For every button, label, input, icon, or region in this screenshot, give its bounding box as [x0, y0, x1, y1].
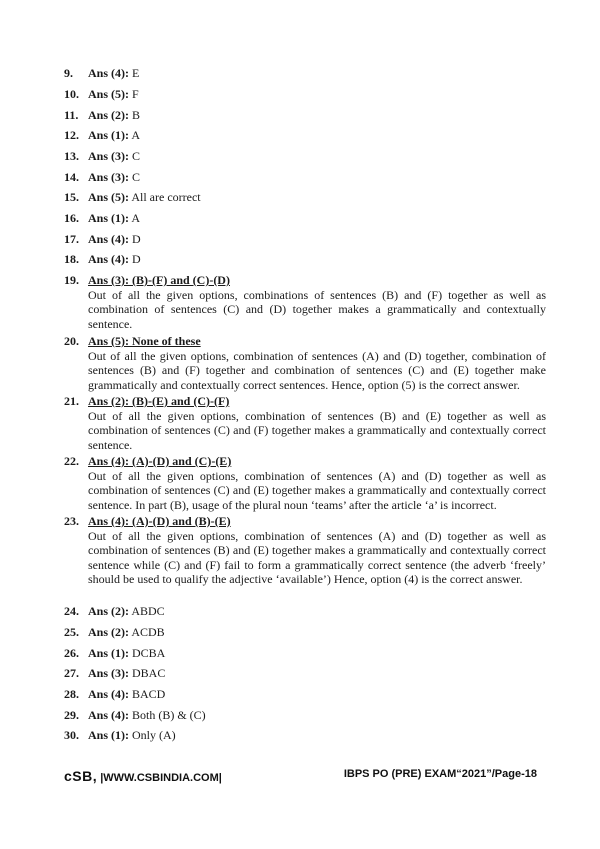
answer-item	[64, 604, 546, 619]
answer-label: Ans (2): (B)-(E) and (C)-(F)	[88, 394, 230, 408]
answer-explanation: Out of all the given options, combination of sentences (B) and (E) together as well as combination of sentences (C) and (F) together makes a grammatically and contextually correct sentence.	[88, 408, 546, 452]
question-number: 20.	[64, 334, 79, 348]
answer-label: Ans (3):	[88, 149, 129, 163]
answer-label: Ans (2):	[88, 108, 129, 122]
question-number: 14.	[64, 170, 79, 184]
answer-item	[64, 273, 546, 331]
question-number: 15.	[64, 190, 79, 204]
answer-item	[64, 66, 546, 81]
answer-item	[64, 334, 546, 392]
answer-label: Ans (1):	[88, 211, 129, 225]
answer-label: Ans (4): (A)-(D) and (C)-(E)	[88, 454, 232, 468]
answer-text: DBAC	[132, 666, 166, 680]
answer-label: Ans (1):	[88, 728, 129, 742]
answer-text: B	[132, 108, 141, 122]
answer-label: Ans (1):	[88, 646, 129, 660]
question-number: 12.	[64, 128, 79, 142]
answer-text: D	[132, 252, 141, 266]
question-number: 10.	[64, 87, 79, 101]
answer-item	[64, 394, 546, 452]
answer-label: Ans (5):	[88, 190, 129, 204]
answer-item	[64, 211, 546, 226]
answer-label: Ans (4):	[88, 687, 129, 701]
answer-label: Ans (3): (B)-(F) and (C)-(D)	[88, 273, 230, 287]
answer-text: DCBA	[132, 646, 166, 660]
question-number: 11.	[64, 108, 79, 122]
page-label: IBPS PO (PRE) EXAM“2021”/Page-18	[343, 768, 537, 780]
question-number: 30.	[64, 728, 79, 742]
answer-label: Ans (5): None of these	[88, 334, 201, 348]
answer-text: ACDB	[131, 625, 165, 639]
answer-item	[64, 687, 546, 702]
answer-text: Only (A)	[132, 728, 176, 742]
answer-text: All are correct	[131, 190, 201, 204]
answer-explanation: Out of all the given options, combinations of sentences (B) and (F) together as well as combination of sentences (C) and (D) together makes a grammatically and contextually sentence.	[88, 287, 546, 331]
answer-text: E	[132, 66, 140, 80]
answer-text: C	[132, 170, 141, 184]
question-number: 13.	[64, 149, 79, 163]
answer-label: Ans (4):	[88, 232, 129, 246]
answer-item	[64, 708, 546, 723]
answer-label: Ans (5):	[88, 87, 129, 101]
question-number: 17.	[64, 232, 79, 246]
question-number: 28.	[64, 687, 79, 701]
answer-label: Ans (1):	[88, 128, 129, 142]
answer-label: Ans (4): (A)-(D) and (B)-(E)	[88, 514, 231, 528]
answer-item	[64, 170, 546, 185]
answer-explanation: Out of all the given options, combination of sentences (A) and (D) together as well as combination of sentences (B) and (E) together makes a grammatically and contextually correct sentence while (C) and (F) fail to form a grammatically correct sentence (the adverb ‘freely’ should be used to qualify the adjective ‘available’) Hence, option (4) is the correct answer.	[88, 528, 546, 587]
question-number: 24.	[64, 604, 79, 618]
answer-item	[64, 149, 546, 164]
question-number: 9.	[64, 66, 73, 80]
answer-text: Both (B) & (C)	[132, 708, 206, 722]
answer-text: BACD	[132, 687, 166, 701]
question-number: 16.	[64, 211, 79, 225]
question-number: 18.	[64, 252, 79, 266]
question-number: 29.	[64, 708, 79, 722]
answer-label: Ans (3):	[88, 666, 129, 680]
answer-text: A	[131, 128, 141, 142]
answer-item	[64, 87, 546, 102]
answer-explanation: Out of all the given options, combination of sentences (A) and (D) together, combination of sentences (B) and (F) together and combination of sentences (C) and (E) together make grammatically and contextually correct sentences. Hence, option (5) is the correct answer.	[88, 348, 546, 392]
footer-brand	[64, 768, 222, 784]
answer-text: F	[132, 87, 139, 101]
answer-item	[64, 232, 546, 247]
answer-label: Ans (2):	[88, 625, 129, 639]
website-link[interactable]: |WWW.CSBINDIA.COM|	[100, 772, 222, 784]
answer-item	[64, 728, 546, 743]
answer-explanation: Out of all the given options, combination of sentences (A) and (D) together as well as combination of sentences (C) and (E) together makes a grammatically and contextually correct sentence. In part (B), usage of the plural noun ‘teams’ after the article ‘a’ is incorrect.	[88, 468, 546, 512]
answer-item	[64, 514, 546, 587]
answer-item	[64, 625, 546, 640]
question-number: 22.	[64, 454, 79, 468]
answer-label: Ans (3):	[88, 170, 129, 184]
answer-item	[64, 666, 546, 681]
brand-logo: cSB,	[64, 768, 98, 784]
answer-label: Ans (2):	[88, 604, 129, 618]
question-number: 19.	[64, 273, 79, 287]
answer-item	[64, 454, 546, 512]
question-number: 23.	[64, 514, 79, 528]
answer-text: ABDC	[131, 604, 165, 618]
question-number: 27.	[64, 666, 79, 680]
answer-text: D	[132, 232, 141, 246]
answer-item	[64, 190, 546, 205]
answer-text: C	[132, 149, 141, 163]
question-number: 25.	[64, 625, 79, 639]
answer-item	[64, 128, 546, 143]
answer-item	[64, 646, 546, 661]
answer-label: Ans (4):	[88, 708, 129, 722]
answer-item	[64, 108, 546, 123]
question-number: 21.	[64, 394, 79, 408]
answer-text: A	[131, 211, 141, 225]
answer-item	[64, 252, 546, 267]
answer-label: Ans (4):	[88, 66, 129, 80]
answer-label: Ans (4):	[88, 252, 129, 266]
question-number: 26.	[64, 646, 79, 660]
